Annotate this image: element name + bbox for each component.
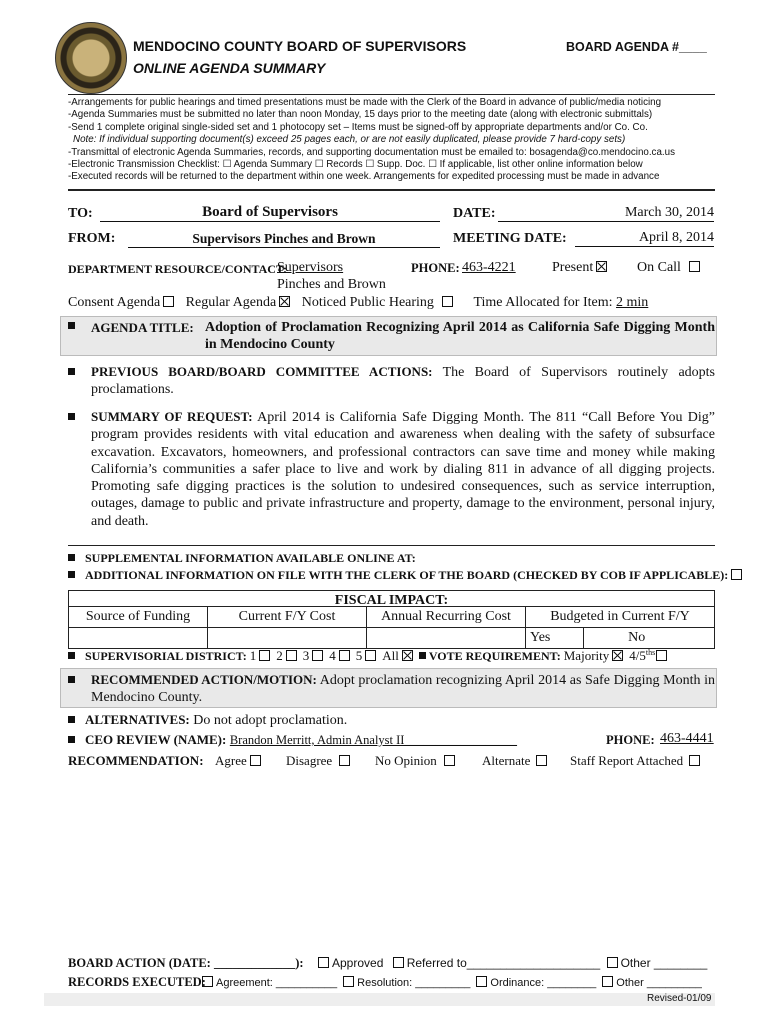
county-seal-logo [55, 22, 127, 94]
meeting-date-label: MEETING DATE: [453, 231, 567, 246]
agenda-title-label: AGENDA TITLE: [91, 320, 194, 335]
fiscal-yes-label: Yes [530, 630, 551, 645]
disagree-checkbox[interactable] [339, 755, 350, 766]
instruction-line: -Transmittal of electronic Agenda Summaries, records, and supporting documentation must be emailed to: bosagenda@co.mendocino.ca.us [68, 146, 675, 158]
majority-label: Majority [563, 648, 610, 663]
recommended-text: Adopt proclamation recognizing April 2014 as Safe Digging Month in Mendocino County. [91, 673, 715, 705]
from-label: FROM: [68, 231, 116, 246]
present-option[interactable] [552, 260, 610, 276]
consent-agenda-checkbox[interactable] [163, 296, 174, 307]
other-record-checkbox[interactable] [602, 976, 613, 987]
recommendation-alternate[interactable] [482, 753, 550, 769]
district-row [68, 648, 670, 664]
summary-text: April 2014 is California Safe Digging Month. The 811 “Call Before You Dig” program provides residents with vital education and awareness when dealing with the safety of subsurface excavation. Excavators, homeowners, and professional contractors can save time and money while making California’s communities a safer place to live and work by dialing 811 in advance of all digging projects. Promoting safe digging practices is the solution to undesired consequences, such as service interruption, outages, damage to public and private infrastructure and property, damage to the environment, personal injury, and death. [91, 410, 715, 529]
fiscal-col-annual: Annual Recurring Cost [367, 607, 526, 628]
district-2-label: 2 [276, 648, 283, 663]
recommendation-agree[interactable] [215, 753, 264, 769]
majority-checkbox[interactable] [612, 650, 623, 661]
meeting-date-value: April 8, 2014 [575, 230, 714, 247]
records-executed-row [68, 975, 206, 990]
alternatives-text: Do not adopt proclamation. [193, 713, 348, 728]
dept-value-line1: Supervisors [277, 260, 344, 275]
board-action-label: BOARD ACTION (DATE: _____________): [68, 956, 304, 970]
ceo-phone-value: 463-4441 [660, 731, 714, 746]
previous-actions [91, 363, 715, 398]
phone-label: PHONE: [411, 261, 460, 275]
agenda-title-bullet [68, 319, 85, 335]
instruction-line: -Arrangements for public hearings and timed presentations must be made with the Clerk of the Board in advance of public/media noticing [68, 97, 662, 108]
district-2-checkbox[interactable] [286, 650, 297, 661]
to-value: Board of Supervisors [100, 204, 440, 222]
instruction-line: -Send 1 complete original single-sided set and 1 photocopy set – Items must be signed-off by appropriate departments and/or Co. Co. [68, 121, 648, 133]
vote-requirement-label: VOTE REQUIREMENT: [428, 649, 561, 663]
four-fifths-label: 4/5 [629, 648, 646, 663]
phone-value: 463-4221 [462, 260, 516, 275]
time-allocated-value: 2 min [616, 295, 649, 310]
recommended-action [91, 671, 715, 706]
consent-agenda-label: Consent Agenda [68, 295, 161, 310]
recommendation-noopinion[interactable] [375, 753, 458, 769]
recommendation-row [68, 753, 204, 769]
fiscal-no-label: No [628, 630, 646, 645]
summary-bullet [68, 410, 85, 426]
footer-bar [44, 993, 715, 1006]
approved-checkbox[interactable] [318, 957, 329, 968]
board-action-row [68, 956, 304, 971]
fiscal-col-source: Source of Funding [69, 607, 208, 628]
ordinance-checkbox[interactable] [476, 976, 487, 987]
district-all-checkbox[interactable] [402, 650, 413, 661]
other-action-checkbox[interactable] [607, 957, 618, 968]
resolution-checkbox[interactable] [343, 976, 354, 987]
time-allocated-label: Time Allocated for Item: [473, 295, 613, 310]
district-4-label: 4 [329, 648, 336, 663]
district-label: SUPERVISORIAL DISTRICT: [85, 649, 247, 663]
to-label: TO: [68, 206, 93, 221]
staff-report-checkbox[interactable] [689, 755, 700, 766]
summary-of-request [91, 408, 715, 530]
ceo-review-row [68, 732, 517, 749]
district-3-label: 3 [302, 648, 310, 663]
previous-actions-text: The Board of Supervisors routinely adopts proclamations. [91, 365, 715, 397]
dept-value-line2: Pinches and Brown [277, 277, 386, 292]
district-all-label: All [382, 648, 399, 663]
alternate-label: Alternate [482, 753, 531, 768]
district-4-checkbox[interactable] [339, 650, 350, 661]
regular-agenda-label: Regular Agenda [185, 295, 277, 310]
noopinion-label: No Opinion [375, 753, 437, 768]
instruction-line: -Agenda Summaries must be submitted no later than noon Monday, 15 days prior to the meeting date (along with electronic submittals) [68, 109, 653, 121]
records-executed-label: RECORDS EXECUTED: [68, 975, 206, 989]
four-fifths-sup: ths [645, 648, 656, 657]
alternate-checkbox[interactable] [536, 755, 547, 766]
other-record-label: Other _________ [616, 977, 702, 989]
agreement-label: Agreement: __________ [216, 977, 338, 989]
form-subtitle: ONLINE AGENDA SUMMARY [133, 60, 326, 76]
oncall-label: On Call [637, 260, 681, 275]
section-rule [68, 545, 715, 546]
instruction-line: Note: If individual supporting document(s) exceed 25 pages each, or are not easily duplicated, please provide 7 hard-copy sets) [73, 134, 626, 146]
recommended-label: RECOMMENDED ACTION/MOTION: [91, 672, 317, 687]
agreement-checkbox[interactable] [202, 976, 213, 987]
ceo-review-label: CEO REVIEW (NAME): [85, 732, 227, 747]
fiscal-cell-current[interactable] [208, 628, 367, 649]
approved-label: Approved [332, 956, 384, 970]
header-rule [68, 94, 715, 95]
agenda-title-text: Adoption of Proclamation Recognizing April 2014 as California Safe Digging Month in Mendocino County [205, 320, 715, 352]
previous-bullet [68, 365, 85, 381]
agenda-type-row [68, 295, 648, 311]
referred-label: Referred to____________________ [406, 956, 601, 970]
fiscal-yes-cell[interactable] [526, 628, 584, 649]
district-1-label: 1 [249, 648, 257, 663]
fiscal-cell-annual[interactable] [367, 628, 526, 649]
from-value: Supervisors Pinches and Brown [128, 231, 440, 248]
dept-label: DEPARTMENT RESOURCE/CONTACT: [68, 262, 288, 276]
summary-label: SUMMARY OF REQUEST: [91, 409, 253, 424]
instruction-line: -Electronic Transmission Checklist: ☐ Agenda Summary ☐ Records ☐ Supp. Doc. ☐ If applicable, list other online information below [68, 159, 643, 171]
fiscal-cell-source[interactable] [69, 628, 208, 649]
ordinance-label: Ordinance: ________ [490, 977, 597, 989]
district-3-checkbox[interactable] [312, 650, 323, 661]
district-5-checkbox[interactable] [365, 650, 376, 661]
fiscal-impact-table [68, 606, 715, 649]
additional-label: ADDITIONAL INFORMATION ON FILE WITH THE CLERK OF THE BOARD (CHECKED BY COB IF APPLICABLE): [85, 568, 729, 582]
date-value: March 30, 2014 [498, 205, 714, 222]
four-fifths-checkbox[interactable] [656, 650, 667, 661]
fiscal-no-cell[interactable] [584, 628, 715, 649]
staff-report-label: Staff Report Attached [570, 753, 684, 768]
fiscal-impact-title: FISCAL IMPACT: [68, 590, 715, 609]
revised-label: Revised-01/09 [647, 993, 712, 1004]
agree-checkbox[interactable] [250, 755, 261, 766]
board-action-options [318, 956, 707, 970]
ceo-review-name: Brandon Merritt, Admin Analyst II__________________ [229, 733, 517, 747]
regular-agenda-checkbox[interactable] [279, 296, 290, 307]
instruction-line: -Executed records will be returned to the department within one week. Arrangements for expedited processing must be made in advance [68, 171, 660, 183]
section-rule [68, 189, 715, 191]
referred-checkbox[interactable] [393, 957, 404, 968]
board-agenda-number: BOARD AGENDA #____ [566, 40, 707, 54]
fiscal-col-budgeted: Budgeted in Current F/Y [526, 607, 715, 628]
oncall-checkbox[interactable] [689, 261, 700, 272]
alternatives-label: ALTERNATIVES: [85, 712, 190, 727]
present-checkbox[interactable] [596, 261, 607, 272]
supplemental-label: SUPPLEMENTAL INFORMATION AVAILABLE ONLINE AT: [85, 551, 416, 565]
district-5-label: 5 [355, 648, 363, 663]
present-label: Present [552, 260, 594, 275]
recommendation-disagree[interactable] [286, 753, 353, 769]
oncall-option[interactable] [637, 260, 703, 276]
ceo-phone-label: PHONE: [606, 733, 655, 747]
agree-label: Agree [215, 753, 247, 768]
alternatives-row [68, 712, 347, 729]
records-executed-options [199, 976, 702, 989]
previous-actions-label: PREVIOUS BOARD/BOARD COMMITTEE ACTIONS: [91, 364, 433, 379]
supplemental-row [68, 551, 416, 566]
noticed-hearing-checkbox[interactable] [442, 296, 453, 307]
instructions-block [68, 97, 718, 184]
date-label: DATE: [453, 206, 496, 221]
resolution-label: Resolution: _________ [357, 977, 471, 989]
additional-row [68, 568, 745, 583]
recommendation-staff[interactable] [570, 753, 703, 769]
recommendation-label: RECOMMENDATION: [68, 753, 204, 768]
other-action-label: Other ________ [620, 956, 708, 970]
noticed-hearing-label: Noticed Public Hearing [301, 295, 434, 310]
disagree-label: Disagree [286, 753, 333, 768]
org-title: MENDOCINO COUNTY BOARD OF SUPERVISORS [133, 38, 467, 54]
noopinion-checkbox[interactable] [444, 755, 455, 766]
district-1-checkbox[interactable] [259, 650, 270, 661]
cob-checkbox[interactable] [731, 569, 742, 580]
fiscal-col-current: Current F/Y Cost [208, 607, 367, 628]
recommended-bullet [68, 673, 85, 689]
